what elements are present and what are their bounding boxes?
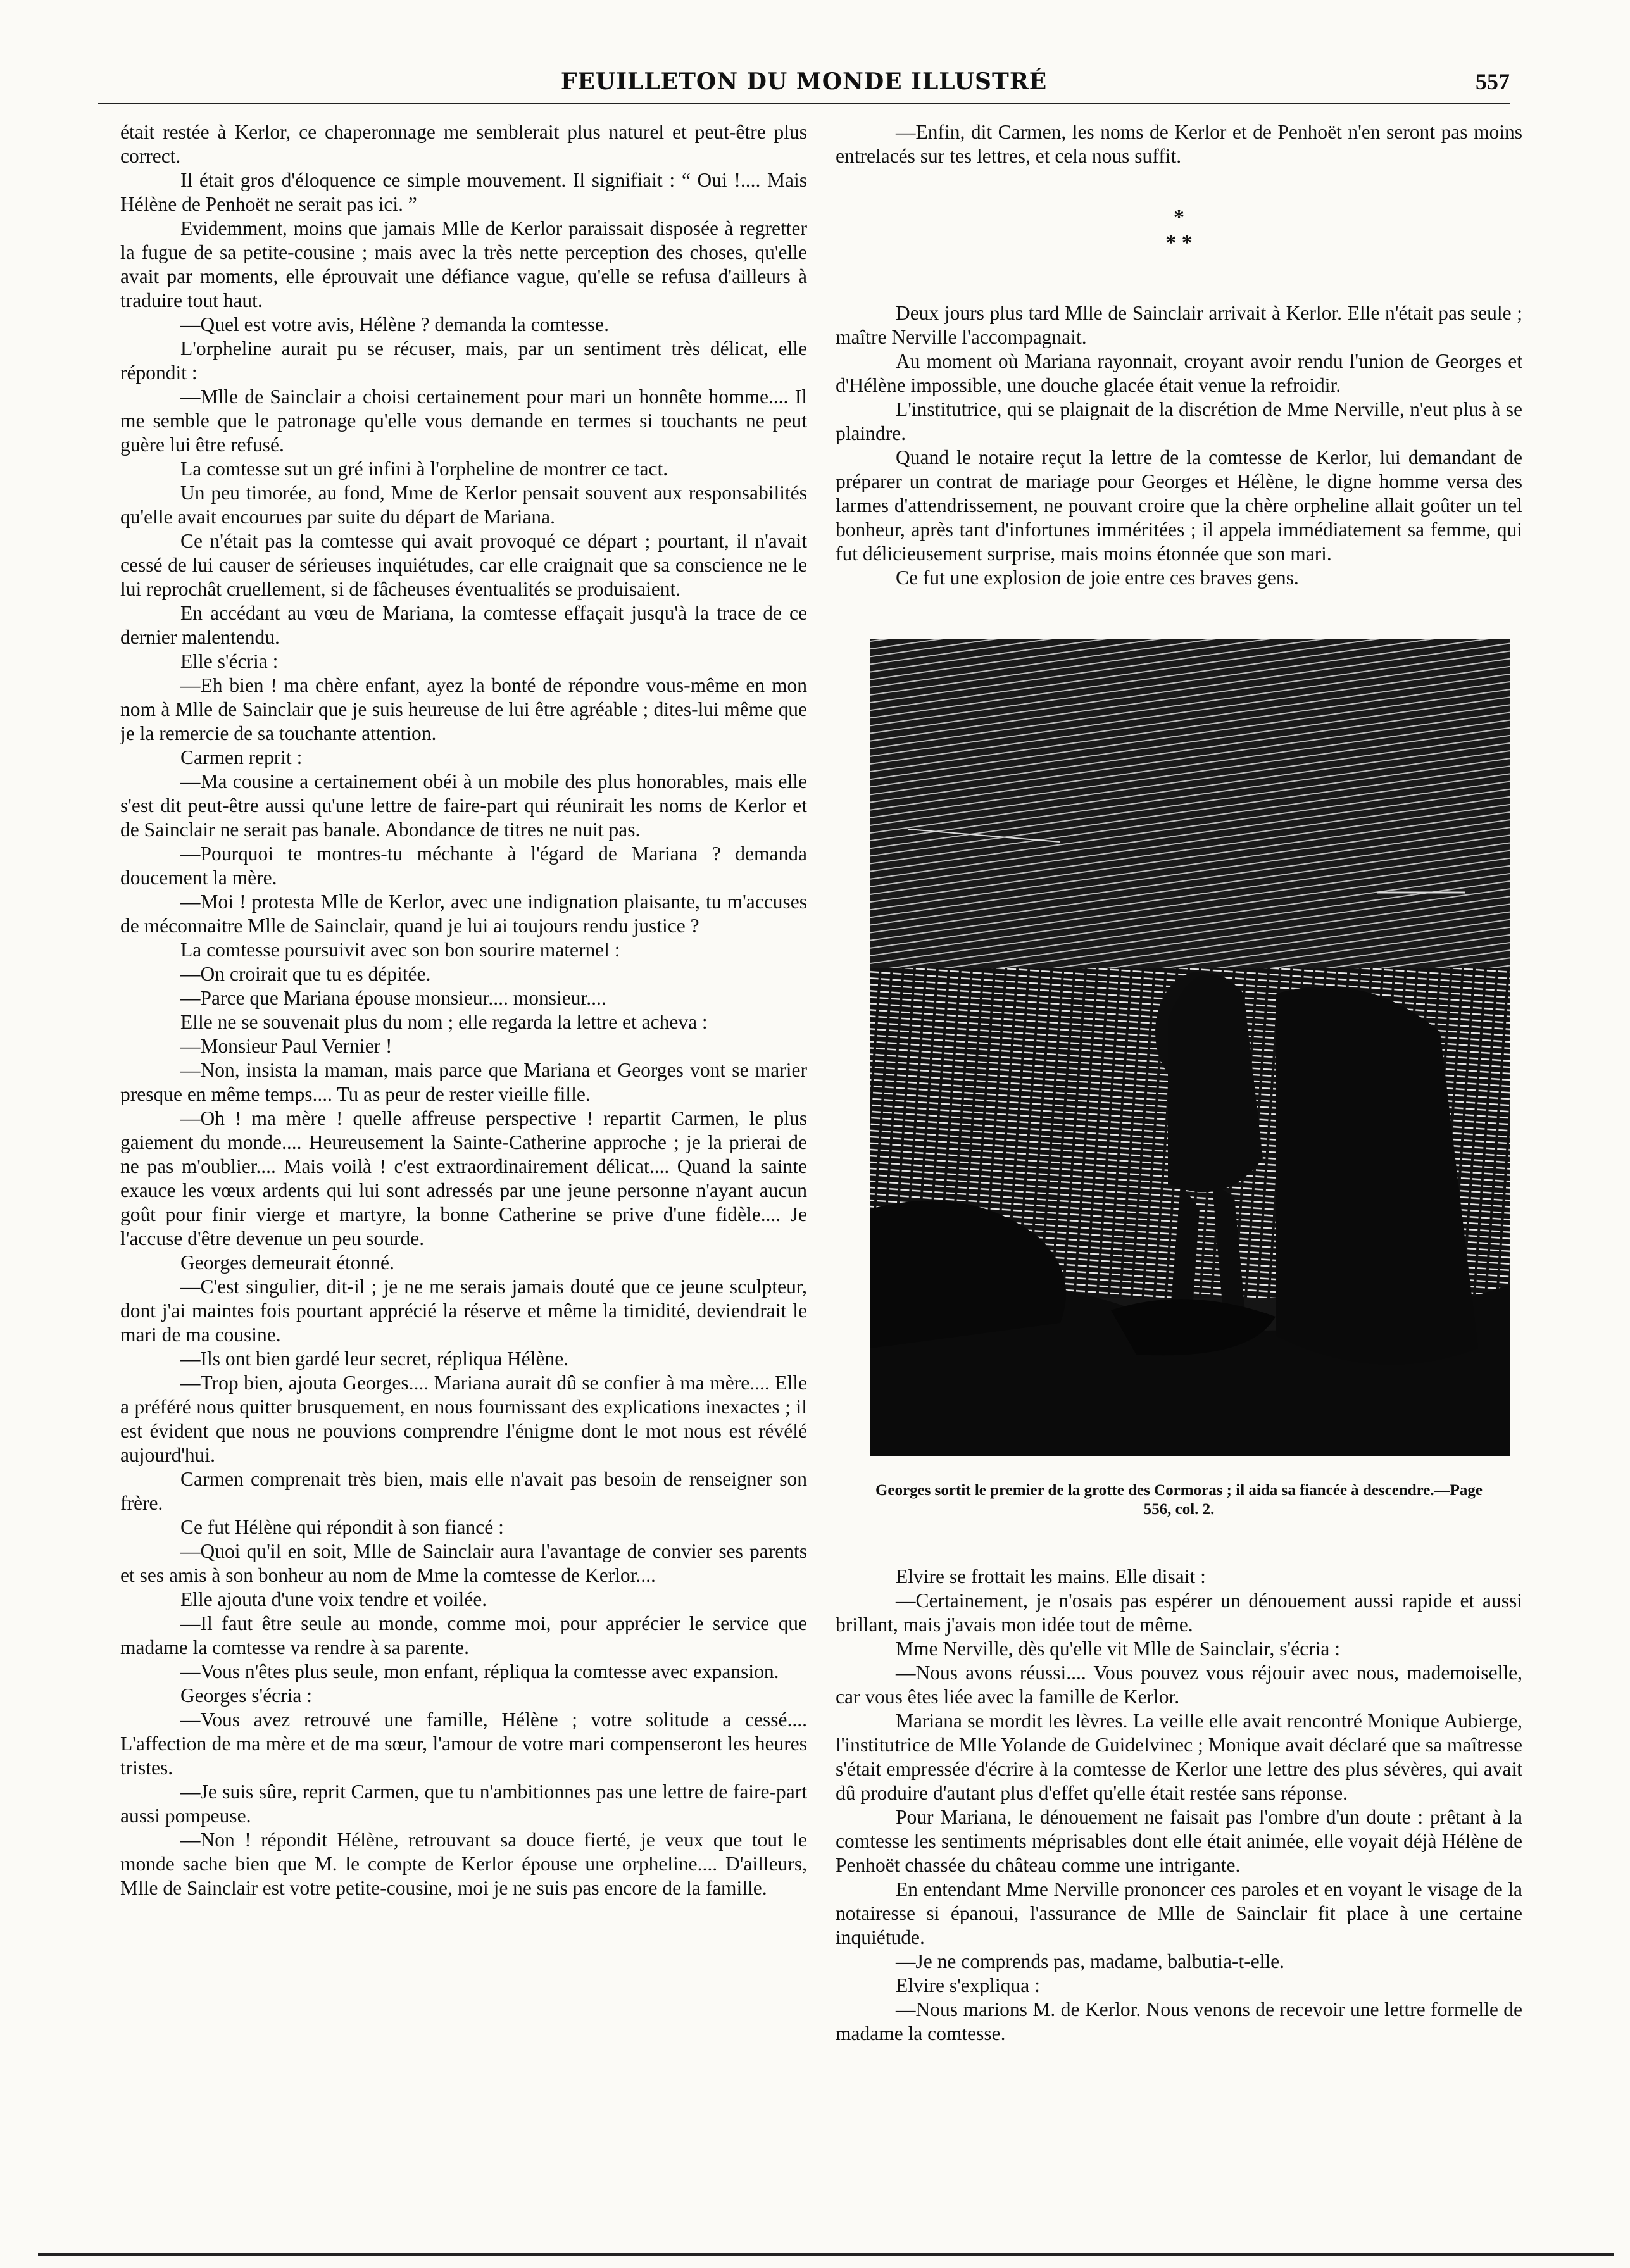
paragraph: —Trop bien, ajouta Georges.... Mariana aurait dû se confier à ma mère.... Elle a préféré nous quitter brusquement, en nous fournissant des explications inexactes ; il est évident que nous ne pouvions comprendre l'énigme dont le mot nous est révélé aujourd'hui. [120, 1372, 807, 1466]
right-column-mid [836, 301, 1522, 590]
paragraph: Au moment où Mariana rayonnait, croyant avoir rendu l'union de Georges et d'Hélène impossible, une douche glacée était venue la refroidir. [836, 350, 1522, 396]
running-title: FEUILLETON DU MONDE ILLUSTRÉ [560, 68, 1048, 95]
paragraph: —Eh bien ! ma chère enfant, ayez la bonté de répondre vous-même en mon nom à Mlle de Sainclair que je suis heureuse de lui être agréable ; dites-lui même que je la remercie de sa touchante attention. [120, 674, 807, 744]
paragraph: —On croirait que tu es dépitée. [180, 963, 431, 985]
paragraph: —Ils ont bien gardé leur secret, répliqua Hélène. [180, 1348, 569, 1370]
paragraph: Elvire s'expliqua : [896, 1974, 1040, 1996]
paragraph: —Parce que Mariana épouse monsieur.... monsieur.... [180, 987, 606, 1009]
right-column-bottom [836, 1565, 1522, 2046]
paragraph: —Ma cousine a certainement obéi à un mobile des plus honorables, mais elle s'est dit peut-être aussi qu'une lettre de faire-part qui réunirait les noms de Kerlor et de Sainclair ne serait pas banale. Abondance de titres ne nuit pas. [120, 770, 807, 841]
paragraph: Ce n'était pas la comtesse qui avait provoqué ce départ ; pourtant, il n'avait cessé de lui causer de sérieuses inquiétudes, car elle craignait que sa conscience ne le lui reprochât cruellement, si de fâcheuses éventualités se produisaient. [120, 530, 807, 600]
paragraph: Un peu timorée, au fond, Mme de Kerlor pensait souvent aux responsabilités qu'elle avait encourues par suite du départ de Mariana. [120, 482, 807, 528]
page-number: 557 [1476, 69, 1510, 94]
paragraph: —C'est singulier, dit-il ; je ne me serais jamais douté que ce jeune sculpteur, dont j'ai maintes fois pourtant apprécié la réserve et même la timidité, deviendrait le mari de ma cousine. [120, 1275, 807, 1346]
paragraph: —Nous marions M. de Kerlor. Nous venons de recevoir une lettre formelle de madame la comtesse. [836, 1998, 1522, 2045]
paragraph: —Non ! répondit Hélène, retrouvant sa douce fierté, je veux que tout le monde sache bien que M. le compte de Kerlor épouse une orpheline.... D'ailleurs, Mlle de Sainclair est votre petite-cousine, moi je ne suis pas encore de la famille. [120, 1829, 807, 1899]
paragraph: La comtesse poursuivit avec son bon sourire maternel : [180, 939, 620, 961]
paragraph: Elle s'écria : [180, 650, 279, 672]
paragraph: Elle ne se souvenait plus du nom ; elle regarda la lettre et acheva : [180, 1011, 708, 1033]
figure-caption: Georges sortit le premier de la grotte des Cormoras ; il aida sa fiancée à descendre.—Page 556, col. 2. [875, 1482, 1483, 1518]
section-break-stars: * * * [1165, 206, 1193, 254]
paragraph: Ce fut une explosion de joie entre ces braves gens. [896, 567, 1299, 589]
engraving-illustration [870, 639, 1510, 1456]
paragraph: Il était gros d'éloquence ce simple mouvement. Il signifiait : “ Oui !.... Mais Hélène de Penhoët ne serait pas ici. ” [120, 169, 807, 215]
paragraph: —Enfin, dit Carmen, les noms de Kerlor et de Penhoët n'en seront pas moins entrelacés sur tes lettres, et cela nous suffit. [836, 121, 1522, 167]
page-header [98, 68, 1510, 100]
right-column-top [836, 120, 1522, 168]
paragraph: Carmen comprenait très bien, mais elle n'avait pas besoin de renseigner son frère. [120, 1468, 807, 1514]
paragraph: Quand le notaire reçut la lettre de la comtesse de Kerlor, lui demandant de préparer un contrat de mariage pour Georges et Hélène, le digne homme versa des larmes d'attendrissement, ne pouvant croire que la chère orpheline allait goûter un tel bonheur, après tant d'infortunes imméritées ; il appela immédiatement sa femme, qui fut délicieusement surprise, mais moins étonnée que son mari. [836, 446, 1522, 565]
paragraph: —Quel est votre avis, Hélène ? demanda la comtesse. [180, 313, 610, 335]
paragraph: Deux jours plus tard Mlle de Sainclair arrivait à Kerlor. Elle n'était pas seule ; maître Nerville l'accompagnait. [836, 302, 1522, 348]
paragraph: —Quoi qu'il en soit, Mlle de Sainclair aura l'avantage de convier ses parents et ses amis à son bonheur au nom de Mme la comtesse de Kerlor.... [120, 1540, 807, 1586]
bottom-rule [38, 2253, 1614, 2256]
paragraph: Georges demeurait étonné. [180, 1251, 394, 1274]
paragraph: —Mlle de Sainclair a choisi certainement pour mari un honnête homme.... Il me semble que le patronage qu'elle vous demande en termes si touchants ne peut guère lui être refusé. [120, 385, 807, 456]
paragraph: Carmen reprit : [180, 746, 303, 768]
paragraph: —Moi ! protesta Mlle de Kerlor, avec une indignation plaisante, tu m'accuses de méconnaitre Mlle de Sainclair, quand je lui ai toujours rendu justice ? [120, 891, 807, 937]
paragraph: Pour Mariana, le dénouement ne faisait pas l'ombre d'un doute : prêtant à la comtesse les sentiments méprisables dont elle était animée, elle voyait déjà Hélène de Penhoët chassée du château comme une intrigante. [836, 1806, 1522, 1876]
section-break [836, 205, 1522, 256]
paragraph: —Je ne comprends pas, madame, balbutia-t-elle. [896, 1950, 1285, 1972]
paragraph: Mariana se mordit les lèvres. La veille elle avait rencontré Monique Aubierge, l'institutrice de Mlle Yolande de Guidelvinec ; Monique avait déclaré que sa maîtresse s'était empressée d'écrire à la comtesse de Kerlor une lettre des plus sévères, qui avait dû produire d'autant plus d'effet qu'elle était restée sans réponse. [836, 1710, 1522, 1804]
paragraph: —Monsieur Paul Vernier ! [180, 1035, 392, 1057]
paragraph: —Je suis sûre, reprit Carmen, que tu n'ambitionnes pas une lettre de faire-part aussi pompeuse. [120, 1781, 807, 1827]
paragraph: Evidemment, moins que jamais Mlle de Kerlor paraissait disposée à regretter la fugue de sa petite-cousine ; mais avec la très nette perception des choses, qu'elle avait par moments, elle éprouvait une défiance vague, qu'elle se refusa d'ailleurs à traduire tout haut. [120, 217, 807, 311]
paragraph: —Nous avons réussi.... Vous pouvez vous réjouir avec nous, mademoiselle, car vous êtes liée avec la famille de Kerlor. [836, 1662, 1522, 1708]
paragraph: Ce fut Hélène qui répondit à son fiancé : [180, 1516, 504, 1538]
paragraph: Mme Nerville, dès qu'elle vit Mlle de Sainclair, s'écria : [896, 1638, 1340, 1660]
paragraph: L'institutrice, qui se plaignait de la discrétion de Mme Nerville, n'eut plus à se plaindre. [836, 398, 1522, 444]
paragraph: —Il faut être seule au monde, comme moi, pour apprécier le service que madame la comtesse va rendre à sa parente. [120, 1612, 807, 1658]
paragraph: était restée à Kerlor, ce chaperonnage me semblerait plus naturel et peut-être plus correct. [120, 121, 807, 167]
paragraph: Elvire se frottait les mains. Elle disait : [896, 1565, 1206, 1588]
paragraph: —Vous avez retrouvé une famille, Hélène ; votre solitude a cessé.... L'affection de ma mère et de ma sœur, l'amour de votre mari compenseront les heures tristes. [120, 1708, 807, 1779]
right-column [836, 120, 1522, 2046]
paragraph: —Certainement, je n'osais pas espérer un dénouement aussi rapide et aussi brillant, mais j'avais mon idée tout de même. [836, 1589, 1522, 1636]
engraving-art [870, 639, 1510, 1456]
paragraph: En entendant Mme Nerville prononcer ces paroles et en voyant le visage de la notairesse si épanoui, l'assurance de Mlle de Sainclair fit place à une certaine inquiétude. [836, 1878, 1522, 1948]
paragraph: —Non, insista la maman, mais parce que Mariana et Georges vont se marier presque en même temps.... Tu as peur de rester vieille fille. [120, 1059, 807, 1105]
paragraph: —Vous n'êtes plus seule, mon enfant, répliqua la comtesse avec expansion. [180, 1660, 779, 1682]
paragraph: L'orpheline aurait pu se récuser, mais, par un sentiment très délicat, elle répondit : [120, 337, 807, 384]
paragraph: Georges s'écria : [180, 1684, 313, 1707]
paragraph: —Oh ! ma mère ! quelle affreuse perspective ! repartit Carmen, le plus gaiement du monde.... Heureusement la Sainte-Catherine approche ; je la prierai de ne pas m'oublier.... Mais voilà ! c'est extraordinairement délicat.... Quand la sainte exauce les vœux ardents qui lui sont adressés par une jeune personne n'ayant aucun goût pour finir vierge et martyre, la bonne Catherine se prive d'une fidèle.... Je l'accuse d'être devenue un peu sourde. [120, 1107, 807, 1250]
paragraph: En accédant au vœu de Mariana, la comtesse effaçait jusqu'à la trace de ce dernier malentendu. [120, 602, 807, 648]
paragraph: —Pourquoi te montres-tu méchante à l'égard de Mariana ? demanda doucement la mère. [120, 843, 807, 889]
paragraph: Elle ajouta d'une voix tendre et voilée. [180, 1588, 487, 1610]
header-rule [98, 103, 1510, 104]
paragraph: La comtesse sut un gré infini à l'orpheline de montrer ce tact. [180, 458, 668, 480]
left-column [120, 120, 807, 1900]
